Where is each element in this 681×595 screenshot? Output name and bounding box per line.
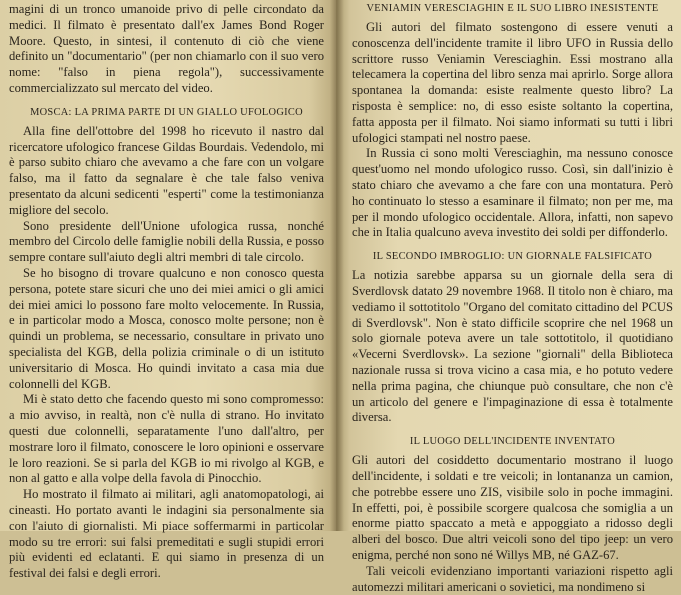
right-page bbox=[336, 0, 681, 594]
left-page bbox=[0, 0, 336, 581]
left-paragraph: Sono presidente dell'Unione ufologica russa, nonché membro del Circolo delle famiglie nobili della Russia, e posso sempre contare sull'aiuto degli altri membri di tale circolo. bbox=[9, 218, 324, 265]
section-heading-veresciaghin: VENIAMIN VERESCIAGHIN E IL SUO LIBRO INESISTENTE bbox=[366, 3, 659, 14]
left-paragraph: Alla fine dell'ottobre del 1998 ho ricevuto il nastro dal ricercatore ufologico francese Gildas Bourdais. Vedendolo, mi è parso subito chiaro che avevamo a che fare con un volgare falso, ma il fatto da segnalare è che tale falso veniva presentato da alcuni sedicenti "esperti" come la testimonianza migliore del secolo. bbox=[9, 123, 324, 217]
section-heading-giornale: IL SECONDO IMBROGLIO: UN GIORNALE FALSIFICATO bbox=[372, 251, 653, 263]
left-paragraph: Se ho bisogno di trovare qualcuno e non conosco questa persona, potete stare sicuri che uno dei miei amici o gli amici dei miei amici lo possono fare molto velocemente. In Russia, e in particolar modo a Mosca, conosco molte persone; non è quindi un problema, se necessario, consultare in privato uno specialista del KGB, della polizia criminale o di un istituto universitario di Mosca. Ho quindi invitato a casa mia due colonnelli del KGB. bbox=[9, 265, 324, 391]
right-paragraph: La notizia sarebbe apparsa su un giornale della sera di Sverdlovsk datato 29 novembre 1968. Il titolo non è chiaro, ma vediamo il sottotitolo "Organo del comitato cittadino del PCUS di Sverdlovsk". Non è stato difficile scoprire che nel 1968 un solo giornale poteva avere un tale sottotitolo, il quotidiano «Vecerni Sverdlovsk». La sezione "giornali" della Biblioteca nazionale russa si trova vicino a casa mia, e ho potuto vedere nella prima pagina, che chiunque può consultare, che non c'è un articolo del genere e l'impaginazione di essa è totalmente diversa. bbox=[352, 268, 673, 425]
right-paragraph: Gli autori del filmato sostengono di essere venuti a conoscenza dell'incidente tramite il libro UFO in Russia dello scrittore russo Veniamin Veresciaghin. Essi mostrano alla telecamera la copertina del libro senza mai aprirlo. Sorge allora spontanea la domanda: esiste realmente questo libro? La risposta è semplice: no, di esso esiste soltanto la copertina, fatta apposta per il filmato. Noi siamo informati su tutti i libri ufologici stampati nel nostro paese. bbox=[352, 20, 673, 145]
left-paragraph: Mi è stato detto che facendo questo mi sono compromesso: a mio avviso, in realtà, non c'è nulla di strano. Ho invitato questi due colonnelli, separatamente l'uno dall'altro, per mostrare loro il filmato, conoscere le loro opinioni e osservare le loro reazioni. Se si parla del KGB io mi rivolgo al KGB, e non al gatto e alla volpe della favola di Pinocchio. bbox=[9, 392, 324, 486]
right-paragraph: Gli autori del cosiddetto documentario mostrano il luogo dell'incidente, i soldati e tre veicoli; in lontananza un camion, che potrebbe essere uno ZIS, visibile solo in poche immagini. In effetti, poi, è possibile scorgere qualcosa che somiglia a un enorme piatto spaccato a metà e appoggiato a ridosso degli alberi del bosco. Due altri veicoli sono del tipo jeep: un vero enigma, perché non sono né Willys MB, né GAZ-67. bbox=[352, 453, 673, 562]
section-heading-luogo: IL LUOGO DELL'INCIDENTE INVENTATO bbox=[409, 436, 616, 448]
section-heading-mosca: MOSCA: LA PRIMA PARTE DI UN GIALLO UFOLOGICO bbox=[30, 106, 303, 118]
left-intro-paragraph: magini di un tronco umanoide privo di pelle circondato da medici. Il filmato è presentato dall'ex James Bond Roger Moore. Questo, in sintesi, il contenuto di ciò che viene definito un "documentario" (per non chiamarlo con il suo vero nome: "falso in piena regola"), successivamente commercializzato sul mercato del video. bbox=[9, 2, 324, 95]
right-paragraph: In Russia ci sono molti Veresciaghin, ma nessuno conosce quest'uomo nel mondo ufologico russo. Così, sin dall'inizio è stato chiaro che avevamo a che fare con una montatura. Però ho continuato lo stesso a esaminare il filmato; non per me, ma per il mondo ufologico occidentale. Allora, infatti, non sapevo che in Italia qualcuno aveva investito dei soldi per diffonderlo. bbox=[352, 146, 673, 240]
right-paragraph: Tali veicoli evidenziano importanti variazioni rispetto agli automezzi militari americani o sovietici, ma nondimeno si bbox=[352, 563, 673, 594]
left-paragraph: Ho mostrato il filmato ai militari, agli anatomopatologi, ai cineasti. Ho portato avanti le indagini sia personalmente sia con l'aiuto di giornalisti. Mi piace soffermarmi in particolar modo su tre errori: sui falsi premeditati e sugli stupidi errori più evidenti ed eclatanti. E qui siamo in presenza di un festival dei falsi e degli errori. bbox=[9, 487, 324, 581]
